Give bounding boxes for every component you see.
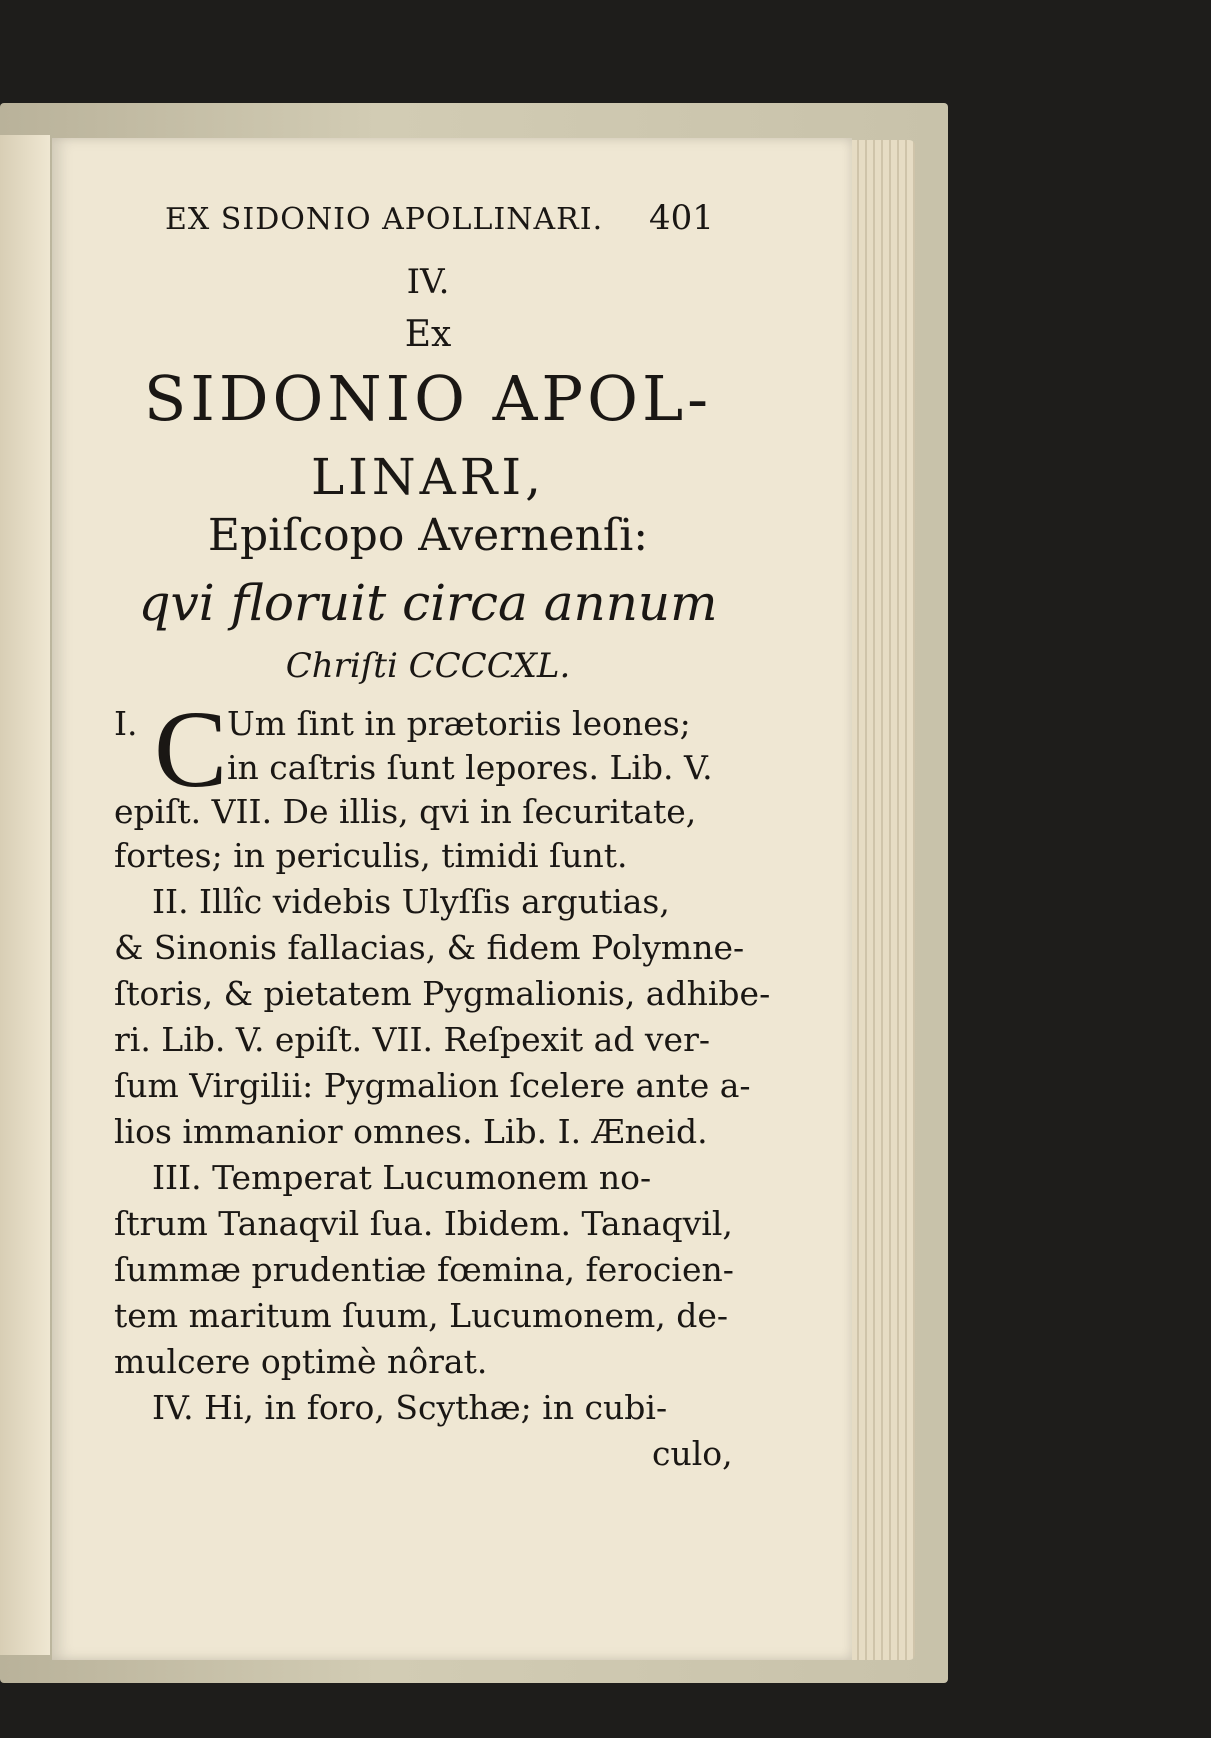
text-line: ſtrum Tanaqvil ſua. Ibidem. Tanaqvil,	[114, 1204, 733, 1243]
text-line: IV. Hi, in foro, Scythæ; in cubi-	[152, 1388, 668, 1427]
chapter-number: IV.	[406, 262, 450, 302]
text-line: III. Temperat Lucumonem no-	[152, 1158, 652, 1197]
author-role: Epiſcopo Avernenſi:	[207, 510, 649, 561]
author-name-line2: LINARI,	[310, 448, 546, 506]
text-line: ſum Virgilii: Pygmalion ſcelere ante a-	[114, 1066, 751, 1105]
text-line: ſummæ prudentiæ fœmina, ferocien-	[114, 1250, 734, 1289]
item-number: I.	[114, 704, 138, 743]
floruit-year: Chriſti CCCCXL.	[285, 646, 571, 686]
heading-ex: Ex	[404, 314, 452, 355]
text-line: II. Illîc videbis Ulyſſis argutias,	[152, 882, 670, 921]
text-line: lios immanior omnes. Lib. I. Æneid.	[114, 1112, 708, 1151]
text-line: ri. Lib. V. epiſt. VII. Reſpexit ad ver-	[114, 1020, 711, 1059]
catchword: culo,	[652, 1434, 733, 1473]
text-line: tem maritum ſuum, Lucumonem, de-	[114, 1296, 729, 1335]
floruit-line: qvi floruit circa annum	[138, 574, 718, 632]
text-line: & Sinonis fallacias, & fidem Polymne-	[114, 928, 745, 967]
text-line: epiſt. VII. De illis, qvi in ſecuritate,	[114, 792, 697, 831]
drop-capital: C	[154, 688, 228, 810]
author-name-line1: SIDONIO APOL-	[143, 362, 713, 435]
text-line: in caſtris ſunt lepores. Lib. V.	[227, 748, 713, 787]
text-line: mulcere optimè nôrat.	[114, 1342, 488, 1381]
facing-page-edge	[0, 135, 50, 1655]
text-line: Um ſint in prætoriis leones;	[227, 704, 691, 743]
text-line: fortes; in periculis, timidi ſunt.	[114, 836, 628, 875]
text-line: ſtoris, & pietatem Pygmalionis, adhibe-	[114, 974, 771, 1013]
running-title: EX SIDONIO APOLLINARI.	[165, 202, 604, 237]
page-number: 401	[649, 198, 714, 238]
book-page	[52, 138, 852, 1660]
